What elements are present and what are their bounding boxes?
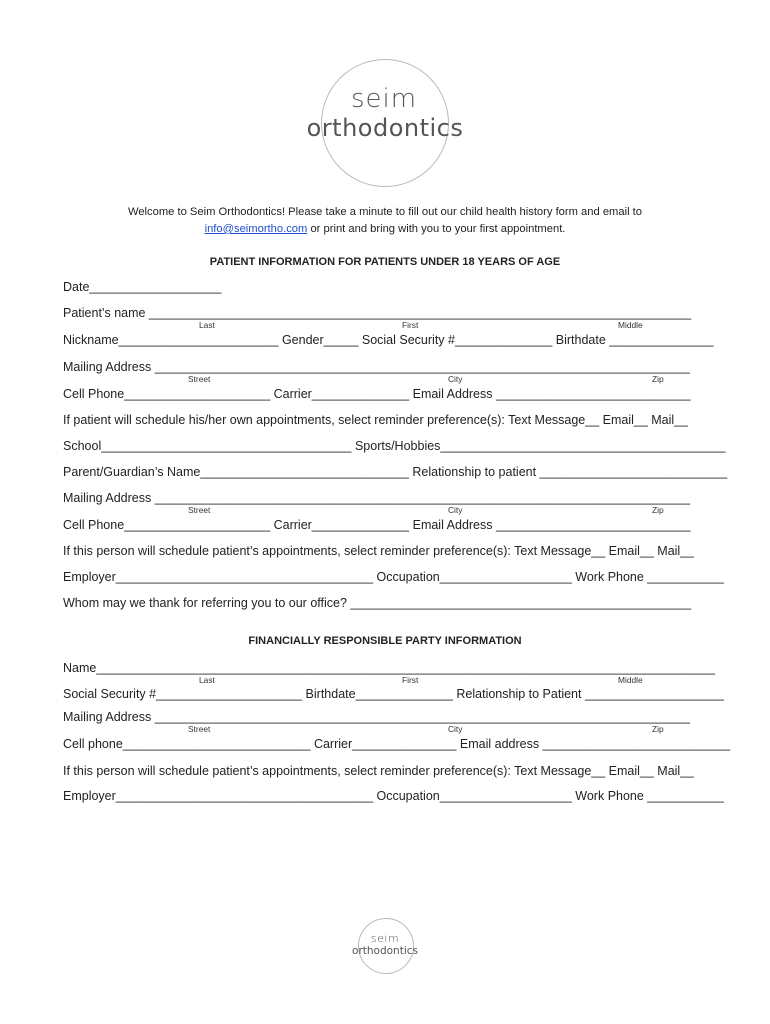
referral-row[interactable]: Whom may we thank for referring you to our office? _________________________________________________ xyxy=(63,596,692,610)
cell-phone-row[interactable]: Cell Phone_____________________ Carrier______________ Email Address ____________________________ xyxy=(63,387,691,401)
sub-zip: Zip xyxy=(652,374,664,384)
responsible-employer-row[interactable]: Employer_____________________________________ Occupation___________________ Work Phone ___________ xyxy=(63,789,724,803)
logo-seim-text-small: seim xyxy=(370,932,400,945)
sub-street-2: Street xyxy=(188,505,211,515)
intro-line-2 xyxy=(60,223,710,235)
email-link[interactable]: info@seimortho.com xyxy=(204,223,308,235)
logo-orthodontics-text: orthodontics xyxy=(306,114,464,142)
responsible-name-field[interactable]: Name_________________________________________________________________________________________ xyxy=(63,661,716,675)
sub-first-2: First xyxy=(402,675,419,685)
logo-orthodontics-text-small: orthodontics xyxy=(352,945,418,957)
sub-zip-2: Zip xyxy=(652,505,664,515)
sub-first: First xyxy=(402,320,419,330)
sub-city-3: City xyxy=(448,724,463,734)
sub-city: City xyxy=(448,374,463,384)
sub-street-3: Street xyxy=(188,724,211,734)
responsible-mailing-field[interactable]: Mailing Address _____________________________________________________________________________ xyxy=(63,710,691,724)
intro-line-1: Welcome to Seim Orthodontics! Please take a minute to fill out our child health history form and email to xyxy=(127,206,643,218)
mailing-address-field-2[interactable]: Mailing Address _____________________________________________________________________________ xyxy=(63,491,691,505)
logo-seim-text: seim xyxy=(350,84,418,114)
sub-street: Street xyxy=(188,374,211,384)
responsible-cell-row[interactable]: Cell phone___________________________ Carrier_______________ Email address ___________________________ xyxy=(63,737,731,751)
reminder-preference-row-2[interactable]: If this person will schedule patient’s appointments, select reminder preference(s): Text Message__ Email__ Mail__ xyxy=(63,544,695,558)
sub-middle: Middle xyxy=(618,320,643,330)
ssn-row[interactable]: Social Security #_____________________ Birthdate______________ Relationship to Patient ____________________ xyxy=(63,687,724,701)
section-2-title: FINANCIALLY RESPONSIBLE PARTY INFORMATION xyxy=(248,635,522,647)
intro-line-2-text: or print and bring with you to your first appointment. xyxy=(307,223,566,235)
sub-zip-3: Zip xyxy=(652,724,664,734)
mailing-address-field[interactable]: Mailing Address _____________________________________________________________________________ xyxy=(63,360,691,374)
parent-guardian-row[interactable]: Parent/Guardian’s Name______________________________ Relationship to patient ___________________________ xyxy=(63,465,728,479)
school-row[interactable]: School____________________________________ Sports/Hobbies_________________________________________ xyxy=(63,439,726,453)
section-1-title: PATIENT INFORMATION FOR PATIENTS UNDER 18 YEARS OF AGE xyxy=(209,256,561,268)
sub-last: Last xyxy=(199,320,215,330)
sub-last-2: Last xyxy=(199,675,215,685)
employer-row[interactable]: Employer_____________________________________ Occupation___________________ Work Phone ___________ xyxy=(63,570,724,584)
responsible-reminder-row[interactable]: If this person will schedule patient’s appointments, select reminder preference(s): Text Message__ Email__ Mail__ xyxy=(63,764,695,778)
patient-name-field[interactable]: Patient’s name ______________________________________________________________________________ xyxy=(63,306,692,320)
date-field[interactable]: Date___________________ xyxy=(63,280,222,294)
reminder-preference-row[interactable]: If patient will schedule his/her own appointments, select reminder preference(s): Text Message__ Email__ Mail__ xyxy=(63,413,689,427)
nickname-row[interactable]: Nickname_______________________ Gender_____ Social Security #______________ Birthdate _______________ xyxy=(63,333,714,347)
cell-phone-row-2[interactable]: Cell Phone_____________________ Carrier______________ Email Address ____________________________ xyxy=(63,518,691,532)
sub-middle-2: Middle xyxy=(618,675,643,685)
sub-city-2: City xyxy=(448,505,463,515)
